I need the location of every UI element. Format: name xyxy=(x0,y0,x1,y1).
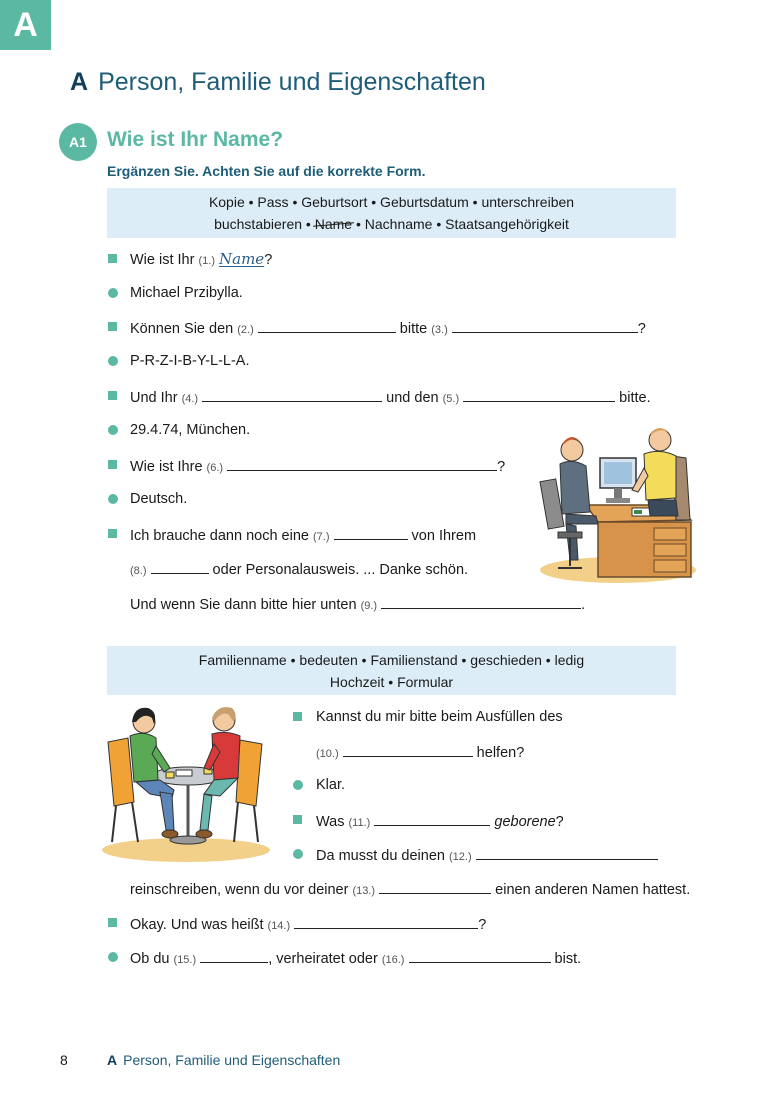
speaker-b-circle-icon xyxy=(108,494,118,504)
gap-number: (7.) xyxy=(313,531,330,543)
text: bitte xyxy=(395,321,432,337)
text: von Ihrem xyxy=(407,528,477,544)
gap-number: (13.) xyxy=(352,885,376,897)
dialog-line xyxy=(130,386,651,406)
italic-word: geborene xyxy=(494,814,556,830)
speaker-a-square-icon xyxy=(293,712,302,721)
dialog-line: 29.4.74, München. xyxy=(130,422,251,438)
speaker-a-square-icon xyxy=(108,460,117,469)
footer-letter: A xyxy=(107,1052,118,1068)
text: ? xyxy=(637,321,646,337)
chapter-title: Person, Familie und Eigenschaften xyxy=(98,68,486,96)
gap-number: (2.) xyxy=(237,324,254,336)
chapter-letter: A xyxy=(70,68,89,96)
answer-blank[interactable] xyxy=(381,593,581,609)
text: Was xyxy=(316,814,349,830)
answer-blank[interactable] xyxy=(151,558,209,574)
speaker-a-square-icon xyxy=(108,529,117,538)
answer-blank[interactable] xyxy=(452,317,638,333)
text: ? xyxy=(497,459,506,475)
word-box-2 xyxy=(107,646,676,695)
text: . xyxy=(581,597,586,613)
example-answer: Name xyxy=(219,250,265,268)
dialog-line xyxy=(316,844,658,864)
answer-blank[interactable] xyxy=(202,386,382,402)
speaker-b-circle-icon xyxy=(108,288,118,298)
page-number: 8 xyxy=(60,1052,68,1068)
speaker-b-circle-icon xyxy=(108,952,118,962)
text: einen anderen Namen hattest. xyxy=(491,882,691,898)
gap-number: (15.) xyxy=(173,954,197,966)
word-box-line: Kopie • Pass • Geburtsort • Geburtsdatum • unterschreiben xyxy=(208,194,575,210)
word-box-text: • Nachname • Staatsangehörigkeit xyxy=(352,216,569,232)
speaker-b-circle-icon xyxy=(293,780,303,790)
dialog-line xyxy=(130,593,585,613)
dialog-line: Kannst du mir bitte beim Ausfüllen des xyxy=(316,709,563,725)
gap-number: (3.) xyxy=(431,324,448,336)
dialog-line: P-R-Z-I-B-Y-L-L-A. xyxy=(130,353,250,369)
exercise-instruction: Ergänzen Sie. Achten Sie auf die korrekte Form. xyxy=(107,163,426,179)
office-desk-illustration xyxy=(536,420,698,585)
text: Wie ist Ihr xyxy=(130,252,199,268)
word-box-1 xyxy=(107,188,676,238)
footer-chapter xyxy=(107,1052,340,1068)
footer-title: Person, Familie und Eigenschaften xyxy=(123,1052,341,1068)
text: ? xyxy=(555,814,564,830)
chapter-heading xyxy=(70,68,486,97)
gap-number: (5.) xyxy=(442,393,460,405)
text: Können Sie den xyxy=(130,321,238,337)
answer-blank[interactable] xyxy=(409,947,551,963)
exercise-title: Wie ist Ihr Name? xyxy=(107,128,284,151)
answer-blank[interactable] xyxy=(334,524,408,540)
dialog-line: Michael Przibylla. xyxy=(130,285,243,301)
text: ? xyxy=(478,917,487,933)
dialog-line xyxy=(130,913,486,933)
gap-number: (1.) xyxy=(198,255,215,267)
speaker-a-square-icon xyxy=(108,322,117,331)
dialog-line xyxy=(130,249,272,269)
text: Und wenn Sie dann bitte hier unten xyxy=(130,597,361,613)
text: Wie ist Ihre xyxy=(130,459,207,475)
speaker-a-square-icon xyxy=(108,391,117,400)
gap-number: (9.) xyxy=(360,600,378,612)
text: , verheiratet oder xyxy=(268,951,382,967)
text: oder Personalausweis. ... Danke schön. xyxy=(208,562,469,578)
answer-blank[interactable] xyxy=(463,386,615,402)
word-box-line: Familienname • bedeuten • Familienstand • geschieden • ledig xyxy=(198,651,585,668)
speaker-a-square-icon xyxy=(108,254,117,263)
gap-number: (10.) xyxy=(316,748,339,760)
dialog-line xyxy=(130,558,468,578)
gap-number: (11.) xyxy=(348,817,371,829)
gap-number: (16.) xyxy=(381,954,405,966)
speaker-b-circle-icon xyxy=(108,356,118,366)
dialog-line xyxy=(130,524,476,544)
dialog-line xyxy=(130,455,505,475)
speaker-b-circle-icon xyxy=(108,425,118,435)
exercise-number-badge: A1 xyxy=(59,123,97,161)
dialog-line xyxy=(316,810,564,830)
text: Ob du xyxy=(130,951,174,967)
text: ? xyxy=(264,252,273,268)
text: Ich brauche dann noch eine xyxy=(130,528,313,544)
dialog-line xyxy=(130,878,690,898)
answer-blank[interactable] xyxy=(374,810,490,826)
text: reinschreiben, wenn du vor deiner xyxy=(130,882,353,898)
word-box-text: buchstabieren • xyxy=(214,216,315,232)
answer-blank[interactable] xyxy=(476,844,658,860)
word-box-line: Hochzeit • Formular xyxy=(329,673,454,690)
dialog-line: Klar. xyxy=(316,777,346,793)
struck-word: Name xyxy=(314,216,353,232)
two-women-cafe-illustration xyxy=(100,702,272,864)
speaker-a-square-icon xyxy=(293,815,302,824)
text: Und Ihr xyxy=(130,390,182,406)
text: bitte. xyxy=(615,390,651,406)
gap-number: (8.) xyxy=(130,565,147,577)
answer-blank[interactable] xyxy=(227,455,497,471)
text: Da musst du deinen xyxy=(316,848,449,864)
speaker-b-circle-icon xyxy=(293,849,303,859)
gap-number: (12.) xyxy=(449,851,472,863)
answer-blank[interactable] xyxy=(379,878,491,894)
answer-blank[interactable] xyxy=(200,947,268,963)
gap-number: (14.) xyxy=(267,920,291,932)
answer-blank[interactable] xyxy=(294,913,478,929)
gap-number: (6.) xyxy=(206,462,224,474)
text: helfen? xyxy=(472,745,525,761)
text: bist. xyxy=(550,951,582,967)
speaker-a-square-icon xyxy=(108,918,117,927)
dialog-line xyxy=(316,741,524,761)
text: und den xyxy=(382,390,443,406)
dialog-line xyxy=(130,947,581,967)
gap-number: (4.) xyxy=(181,393,199,405)
chapter-tab: A xyxy=(0,0,51,50)
dialog-line xyxy=(130,317,646,337)
word-box-line xyxy=(107,213,676,235)
text: Okay. Und was heißt xyxy=(130,917,268,933)
answer-blank[interactable] xyxy=(258,317,396,333)
answer-blank[interactable] xyxy=(343,741,473,757)
dialog-line: Deutsch. xyxy=(130,491,188,507)
